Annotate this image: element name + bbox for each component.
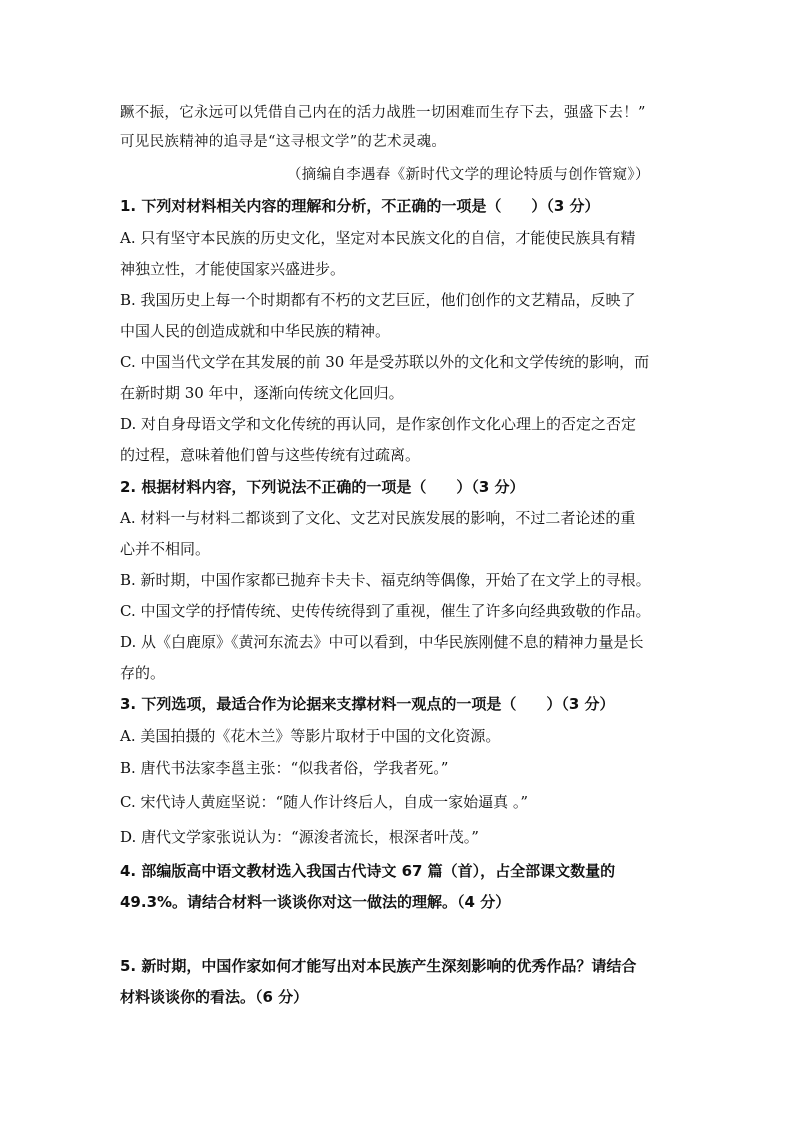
question-1-option-c-cont: 在新时期 30 年中，逐渐向传统文化回归。 — [120, 384, 404, 402]
question-1-option-a: A. 只有坚守本民族的历史文化，坚定对本民族文化的自信，才能使民族具有精 — [120, 229, 636, 247]
question-4-stem: 4. 部编版高中语文教材选入我国古代诗文 67 篇（首），占全部课文数量的 — [120, 862, 616, 880]
question-2-option-a: A. 材料一与材料二都谈到了文化、文艺对民族发展的影响，不过二者论述的重 — [120, 509, 636, 527]
question-1-option-b: B. 我国历史上每一个时期都有不朽的文艺巨匠，他们创作的文艺精品，反映了 — [120, 291, 636, 309]
passage-source: （摘编自李遇春《新时代文学的理论特质与创作管窥》） — [287, 167, 650, 183]
question-3-option-c: C. 宋代诗人黄庭坚说：“随人作计终后人，自成一家始逼真 。” — [120, 793, 529, 811]
question-1-option-a-cont: 神独立性，才能使国家兴盛进步。 — [120, 260, 346, 278]
question-3-option-b: B. 唐代书法家李邕主张：“似我者俗，学我者死。” — [120, 759, 449, 777]
question-1-stem: 1. 下列对材料相关内容的理解和分析，不正确的一项是（ ）（3 分） — [120, 197, 600, 215]
question-3-option-a: A. 美国拍摄的《花木兰》等影片取材于中国的文化资源。 — [120, 727, 501, 745]
question-2-option-a-cont: 心并不相同。 — [120, 540, 211, 558]
question-5-stem-cont: 材料谈谈你的看法。（6 分） — [120, 988, 309, 1006]
question-2-stem: 2. 根据材料内容，下列说法不正确的一项是（ ）（3 分） — [120, 478, 525, 496]
question-1-option-d-cont: 的过程，意味着他们曾与这些传统有过疏离。 — [120, 446, 421, 464]
question-2-option-d-cont: 存的。 — [120, 664, 166, 682]
question-2-option-d: D. 从《白鹿原》《黄河东流去》中可以看到，中华民族刚健不息的精神力量是长 — [120, 633, 644, 651]
question-1-option-d: D. 对自身母语文学和文化传统的再认同，是作家创作文化心理上的否定之否定 — [120, 415, 637, 433]
question-3-option-d: D. 唐代文学家张说认为：“源浚者流长，根深者叶茂。” — [120, 828, 479, 846]
question-2-option-b: B. 新时期，中国作家都已抛弃卡夫卡、福克纳等偶像，开始了在文学上的寻根。 — [120, 571, 651, 589]
question-4-stem-cont: 49.3%。请结合材料一谈谈你对这一做法的理解。（4 分） — [120, 893, 511, 911]
question-5-stem: 5. 新时期，中国作家如何才能写出对本民族产生深刻影响的优秀作品？请结合 — [120, 957, 637, 975]
question-1-option-c: C. 中国当代文学在其发展的前 30 年是受苏联以外的文化和文学传统的影响，而 — [120, 353, 650, 371]
question-1-option-b-cont: 中国人民的创造成就和中华民族的精神。 — [120, 322, 391, 340]
passage-line: 蹶不振，它永远可以凭借自己内在的活力战胜一切困难而生存下去，强盛下去！” — [120, 105, 646, 121]
passage-line: 可见民族精神的追寻是“这寻根文学”的艺术灵魂。 — [120, 134, 447, 150]
question-2-option-c: C. 中国文学的抒情传统、史传传统得到了重视，催生了许多向经典致敬的作品。 — [120, 602, 651, 620]
question-3-stem: 3. 下列选项，最适合作为论据来支撑材料一观点的一项是（ ）（3 分） — [120, 695, 615, 713]
